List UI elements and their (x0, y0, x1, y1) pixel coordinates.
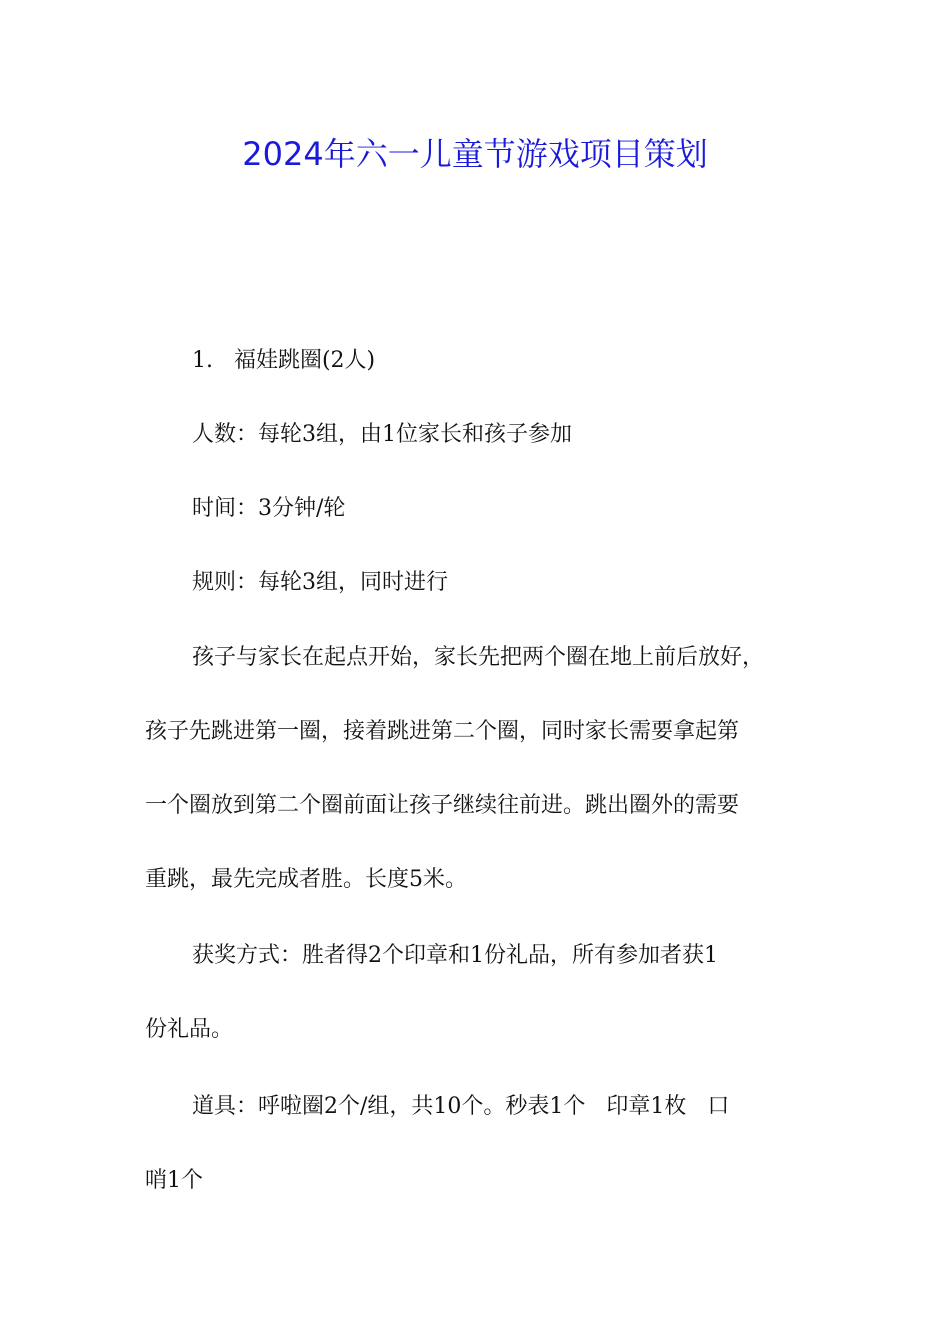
award-line-2: 份礼品。 (145, 1017, 234, 1042)
document-title: 2024年六一儿童节游戏项目策划 (242, 135, 708, 173)
description-line-4: 重跳，最先完成者胜。长度5米。 (145, 867, 467, 892)
description-line-3: 一个圈放到第二个圈前面让孩子继续往前进。跳出圈外的需要 (145, 793, 740, 818)
props-line-1: 道具：呼啦圈2个/组，共10个。秒表1个 印章1枚 口 (192, 1094, 730, 1119)
description-line-2: 孩子先跳进第一圈，接着跳进第二个圈，同时家长需要拿起第 (145, 719, 740, 744)
people-line: 人数：每轮3组，由1位家长和孩子参加 (192, 422, 572, 447)
description-line-1: 孩子与家长在起点开始，家长先把两个圈在地上前后放好， (192, 645, 765, 670)
time-line: 时间：3分钟/轮 (192, 496, 346, 521)
award-line-1: 获奖方式：胜者得2个印章和1份礼品，所有参加者获1 (192, 943, 718, 968)
section-heading: 1. 福娃跳圈(2人) (192, 348, 376, 373)
rules-line: 规则：每轮3组，同时进行 (192, 570, 448, 595)
props-line-2: 哨1个 (145, 1168, 203, 1193)
